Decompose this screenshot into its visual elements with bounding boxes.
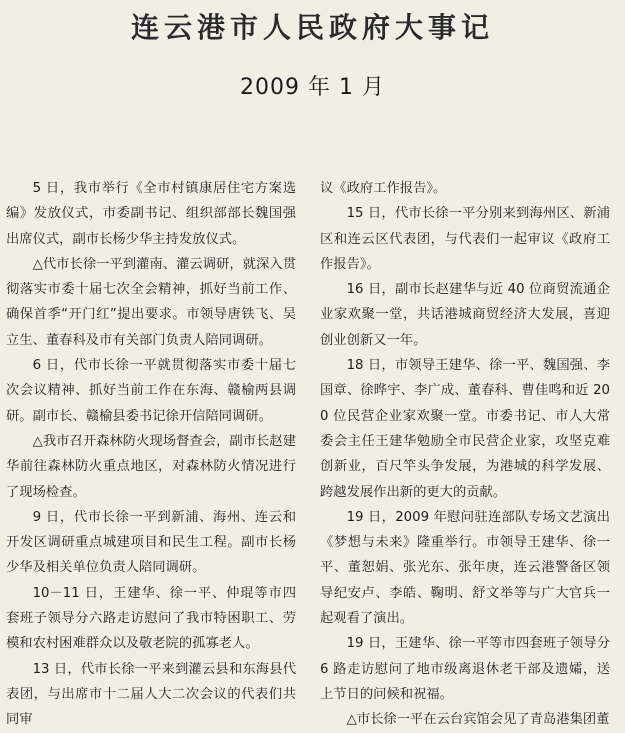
- paragraph: △代市长徐一平到灌南、灌云调研，就深入贯彻落实市委十届七次全会精神，抓好当前工作、确保首季“开门红”提出要求。市领导唐铁飞、吴立生、董春科及市有关部门负责人陪同调研。: [6, 256, 296, 348]
- paragraph: 16 日，副市长赵建华与近 40 位商贸流通企业家欢聚一堂，共话港城商贸经济大发展，喜迎创业创新又一年。: [320, 282, 610, 348]
- paragraph: 5 日，我市举行《全市村镇康居住宅方案选编》发放仪式，市委副书记、组织部部长魏国强出席仪式，副市长杨少华主持发放仪式。: [6, 181, 296, 247]
- paragraph: △市长徐一平在云台宾馆会见了青岛港集团董: [346, 712, 610, 728]
- paragraph: 18 日，市领导王建华、徐一平、魏国强、李国章、徐晔宇、李广成、董春科、曹佳鸣和近 200 位民营企业家欢聚一堂。市委书记、市人大常委会主任王建华勉励全市民营企业家，攻坚克难创新业，百尺竿头争发展，为港城的科学发展、跨越发展作出新的更大的贡献。: [320, 358, 610, 500]
- paragraph: 19 日，2009 年慰问驻连部队专场文艺演出《梦想与未来》隆重举行。市领导王建华、徐一平、董恕娟、张光东、张年庚，连云港警备区领导纪安卢、李皓、鞠明、舒文举等与广大官兵一起观看了演出。: [320, 509, 610, 627]
- right-column: [320, 176, 610, 733]
- page-title: 连云港市人民政府大事记: [130, 11, 494, 44]
- paragraph: 10－11 日，王建华、徐一平、仲琨等市四套班子领导分六路走访慰问了我市特困职工、劳模和农村困难群众以及敬老院的孤寡老人。: [6, 585, 296, 652]
- left-column: [6, 176, 296, 733]
- paragraph: 6 日，代市长徐一平就贯彻落实市委十届七次会议精神、抓好当前工作在东海、赣榆两县调研。副市长、赣榆县委书记徐开信陪同调研。: [6, 358, 296, 424]
- page-subtitle: 2009 年 1 月: [240, 75, 385, 100]
- paragraph-continued: 议《政府工作报告》。: [320, 181, 447, 196]
- paragraph: 13 日，代市长徐一平来到灌云县和东海县代表团，与出席市十二届人大二次会议的代表们共同审: [6, 661, 296, 728]
- paragraph: 19 日，王建华、徐一平等市四套班子领导分 6 路走访慰问了地市级离退休老干部及遗孀，送上节日的问候和祝福。: [320, 636, 610, 702]
- paragraph: △我市召开森林防火现场督查会，副市长赵建华前往森林防火重点地区，对森林防火情况进行了现场检查。: [6, 433, 296, 500]
- paragraph: 9 日，代市长徐一平到新浦、海州、连云和开发区调研重点城建项目和民生工程。副市长杨少华及相关单位负责人陪同调研。: [6, 509, 296, 576]
- paragraph: 15 日，代市长徐一平分别来到海州区、新浦区和连云区代表团，与代表们一起审议《政府工作报告》。: [320, 206, 610, 272]
